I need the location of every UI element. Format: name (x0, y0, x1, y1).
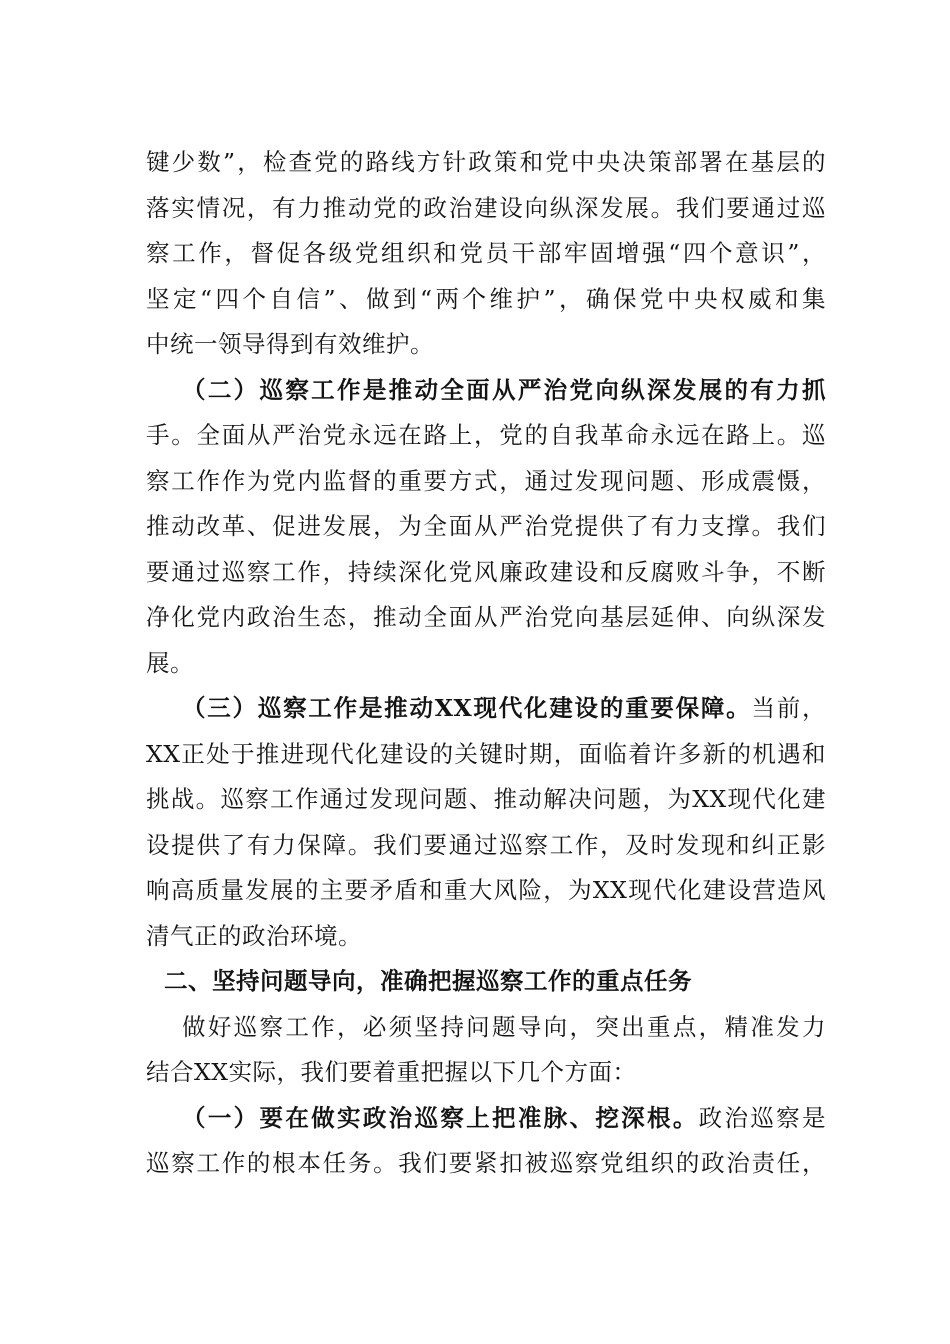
body-line: 展。 (146, 648, 194, 677)
body-line: 落实情况，有力推动党的政治建设向纵深发展。我们要通过巡 (146, 193, 826, 222)
point-lead: （三）巡察工作是推动XX现代化建设的重要保障。 (182, 694, 752, 722)
body-line: 做好巡察工作，必须坚持问题导向，突出重点，精准发力 (182, 1012, 826, 1041)
body-line: 察工作作为党内监督的重要方式，通过发现问题、形成震慑， (146, 466, 826, 495)
body-line: 手。全面从严治党永远在路上，党的自我革命永远在路上。巡 (146, 421, 826, 449)
body-line: 净化党内政治生态，推动全面从严治党向基层延伸、向纵深发 (146, 603, 826, 631)
body-line: 中统一领导得到有效维护。 (146, 330, 434, 358)
body-line: 清气正的政治环境。 (146, 921, 362, 950)
body-line: 挑战。巡察工作通过发现问题、推动解决问题，为XX现代化建 (146, 785, 826, 813)
point-tail: 当前， (751, 694, 826, 722)
document-body (146, 140, 826, 1187)
section-heading: 二、坚持问题导向，准确把握巡察工作的重点任务 (164, 967, 692, 995)
point-heading-line (146, 1096, 826, 1142)
body-line: 巡察工作的根本任务。我们要紧扣被巡察党组织的政治责任， (146, 1149, 826, 1177)
point-heading-line: （二）巡察工作是推动全面从严治党向纵深发展的有力抓 (182, 375, 826, 404)
point-tail: 政治巡察是 (698, 1103, 827, 1132)
point-lead: （一）要在做实政治巡察上把准脉、挖深根。 (182, 1103, 699, 1132)
body-line: 要通过巡察工作，持续深化党风廉政建设和反腐败斗争，不断 (146, 557, 826, 586)
body-line: 键少数”，检查党的路线方针政策和党中央决策部署在基层的 (146, 148, 826, 176)
body-line: 察工作，督促各级党组织和党员干部牢固增强“四个意识”， (146, 239, 826, 267)
body-line: 结合XX实际，我们要着重把握以下几个方面： (146, 1058, 637, 1086)
body-line: 设提供了有力保障。我们要通过巡察工作，及时发现和纠正影 (146, 830, 826, 859)
body-line: 响高质量发展的主要矛盾和重大风险，为XX现代化建设营造风 (146, 876, 826, 904)
body-line: 推动改革、促进发展，为全面从严治党提供了有力支撑。我们 (146, 512, 826, 540)
body-line: XX正处于推进现代化建设的关键时期，面临着许多新的机遇和 (146, 739, 826, 768)
body-line: 坚定“四个自信”、做到“两个维护”，确保党中央权威和集 (146, 284, 826, 313)
point-heading-line (146, 686, 826, 732)
